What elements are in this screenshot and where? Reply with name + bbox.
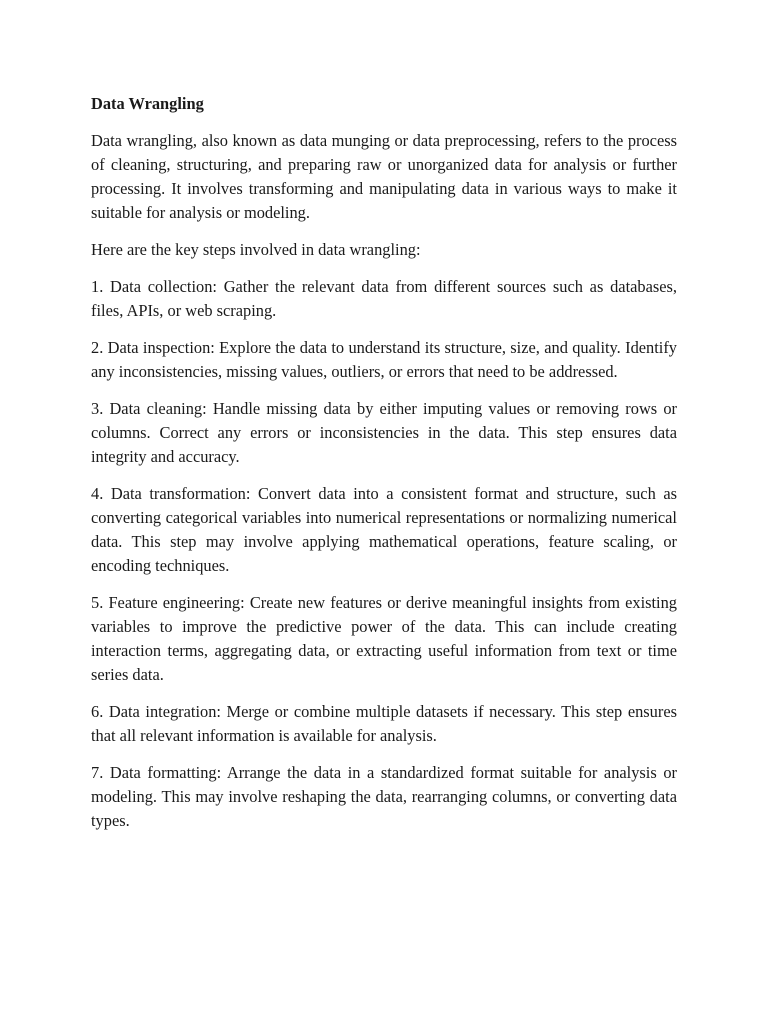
- intro-paragraph: Data wrangling, also known as data munging or data preprocessing, refers to the process of cleaning, structuring, and preparing raw or unorganized data for analysis or further processing. It involves transforming and manipulating data in various ways to make it suitable for analysis or modeling.: [91, 131, 677, 222]
- document-body: [91, 92, 677, 846]
- document-title: Data Wrangling: [91, 94, 204, 113]
- step-data-formatting: 7. Data formatting: Arrange the data in a standardized format suitable for analysis or modeling. This may involve reshaping the data, rearranging columns, or converting data types.: [91, 763, 677, 830]
- step-data-transformation: 4. Data transformation: Convert data into a consistent format and structure, such as converting categorical variables into numerical representations or normalizing numerical data. This step may involve applying mathematical operations, feature scaling, or encoding techniques.: [91, 484, 677, 575]
- step-feature-engineering: 5. Feature engineering: Create new features or derive meaningful insights from existing variables to improve the predictive power of the data. This can include creating interaction terms, aggregating data, or extracting useful information from text or time series data.: [91, 593, 677, 684]
- step-data-inspection: 2. Data inspection: Explore the data to understand its structure, size, and quality. Identify any inconsistencies, missing values, outliers, or errors that need to be addressed.: [91, 338, 677, 381]
- step-data-integration: 6. Data integration: Merge or combine multiple datasets if necessary. This step ensures that all relevant information is available for analysis.: [91, 702, 677, 745]
- step-data-collection: 1. Data collection: Gather the relevant data from different sources such as databases, files, APIs, or web scraping.: [91, 277, 677, 320]
- steps-intro-paragraph: Here are the key steps involved in data wrangling:: [91, 240, 421, 259]
- step-data-cleaning: 3. Data cleaning: Handle missing data by either imputing values or removing rows or columns. Correct any errors or inconsistencies in the data. This step ensures data integrity and accuracy.: [91, 399, 677, 466]
